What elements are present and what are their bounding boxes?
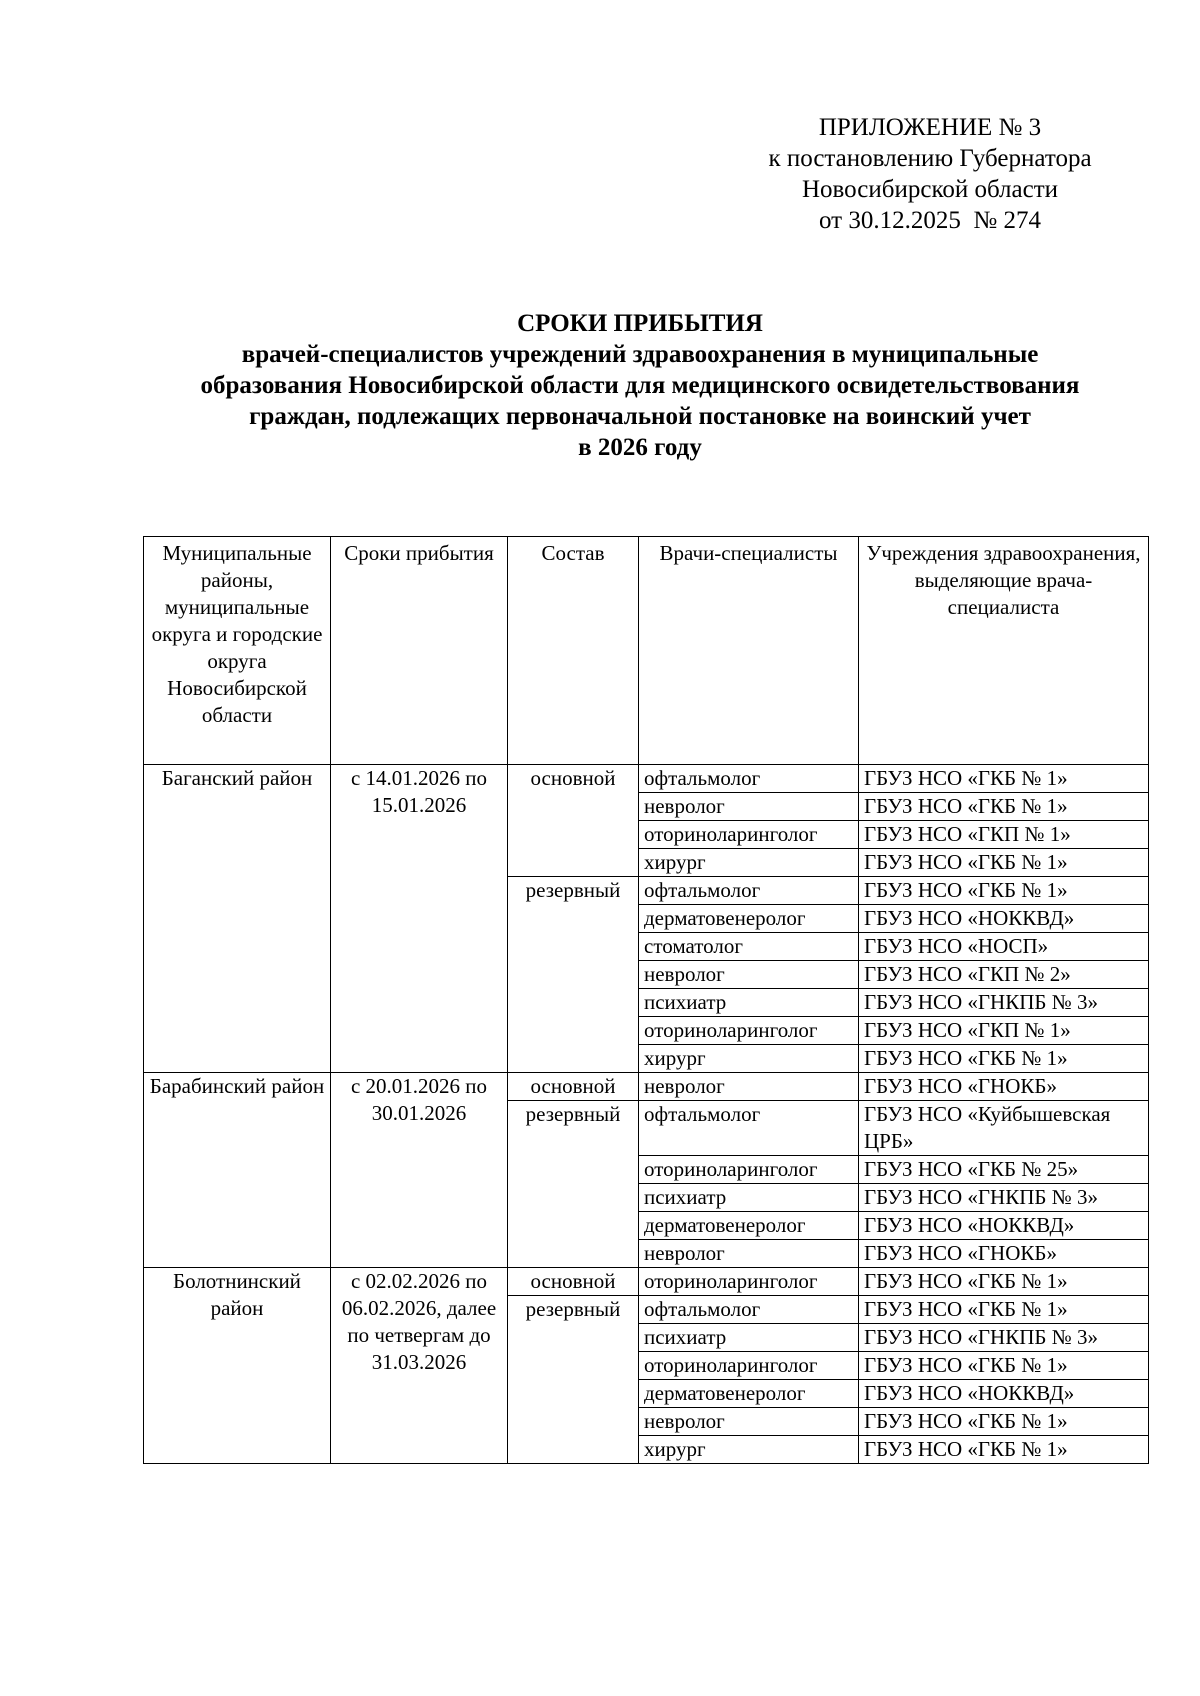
institution: ГБУЗ НСО «ГНОКБ» [859,1240,1149,1268]
table-header-row [144,537,1149,765]
institution: ГБУЗ НСО «НОСП» [859,933,1149,961]
arrival-dates: с 14.01.2026 по 15.01.2026 [331,765,508,1073]
doctor-specialty: оториноларинголог [639,1268,859,1296]
document-title [120,308,1160,463]
institution: ГБУЗ НСО «ГКП № 1» [859,821,1149,849]
institution: ГБУЗ НСО «ГНКПБ № 3» [859,1324,1149,1352]
doctor-specialty: невролог [639,1408,859,1436]
doctor-specialty: невролог [639,793,859,821]
appendix-resolution: к постановлению Губернатора [768,145,1092,172]
institution: ГБУЗ НСО «ГНКПБ № 3» [859,1184,1149,1212]
doctor-specialty: офтальмолог [639,1296,859,1324]
institution: ГБУЗ НСО «ГНОКБ» [859,1073,1149,1101]
doctor-specialty: оториноларинголог [639,1017,859,1045]
title-line-5: в 2026 году [578,434,702,461]
title-line-3: образования Новосибирской области для медицинского освидетельствования [200,372,1080,399]
title-line-2: врачей-специалистов учреждений здравоохранения в муниципальные [241,341,1039,368]
institution: ГБУЗ НСО «ГКП № 1» [859,1017,1149,1045]
header-district: Муниципальные районы, муниципальные округа и городские округа Новосибирской области [144,537,331,765]
district-name: Баганский район [144,765,331,1073]
arrival-dates: с 02.02.2026 по 06.02.2026, далее по четвергам до 31.03.2026 [331,1268,508,1464]
composition-reserve: резервный [508,1101,639,1268]
institution: ГБУЗ НСО «НОККВД» [859,1380,1149,1408]
header-doctors: Врачи-специалисты [639,537,859,765]
doctor-specialty: офтальмолог [639,1101,859,1156]
composition-main: основной [508,765,639,877]
doctor-specialty: оториноларинголог [639,821,859,849]
institution: ГБУЗ НСО «НОККВД» [859,1212,1149,1240]
composition-reserve: резервный [508,877,639,1073]
doctor-specialty: оториноларинголог [639,1352,859,1380]
institution: ГБУЗ НСО «Куйбышевская ЦРБ» [859,1101,1149,1156]
title-line-1: СРОКИ ПРИБЫТИЯ [517,310,763,337]
institution: ГБУЗ НСО «ГКБ № 1» [859,1296,1149,1324]
institution: ГБУЗ НСО «ГНКПБ № 3» [859,989,1149,1017]
institution: ГБУЗ НСО «ГКБ № 1» [859,765,1149,793]
appendix-date-number: от 30.12.2025 № 274 [819,207,1041,234]
doctor-specialty: хирург [639,849,859,877]
header-institutions: Учреждения здравоохранения, выделяющие врача-специалиста [859,537,1149,765]
district-name: Барабинский район [144,1073,331,1268]
title-line-4: граждан, подлежащих первоначальной постановке на воинский учет [249,403,1031,430]
doctor-specialty: дерматовенеролог [639,1380,859,1408]
institution: ГБУЗ НСО «ГКБ № 1» [859,1268,1149,1296]
doctor-specialty: психиатр [639,1324,859,1352]
appendix-region: Новосибирской области [801,176,1059,203]
institution: ГБУЗ НСО «ГКБ № 1» [859,849,1149,877]
appendix-block [740,112,1120,236]
doctor-specialty: дерматовенеролог [639,1212,859,1240]
appendix-number: ПРИЛОЖЕНИЕ № 3 [818,114,1042,141]
table-row [144,1268,1149,1296]
doctor-specialty: невролог [639,1240,859,1268]
doctor-specialty: хирург [639,1045,859,1073]
doctor-specialty: невролог [639,961,859,989]
institution: ГБУЗ НСО «ГКБ № 25» [859,1156,1149,1184]
doctor-specialty: психиатр [639,989,859,1017]
header-dates: Сроки прибытия [331,537,508,765]
arrival-dates: с 20.01.2026 по 30.01.2026 [331,1073,508,1268]
table-row [144,765,1149,793]
institution: ГБУЗ НСО «ГКБ № 1» [859,1045,1149,1073]
schedule-table [143,536,1149,1464]
composition-main: основной [508,1073,639,1101]
doctor-specialty: невролог [639,1073,859,1101]
doctor-specialty: офтальмолог [639,877,859,905]
doctor-specialty: психиатр [639,1184,859,1212]
doctor-specialty: стоматолог [639,933,859,961]
district-name: Болотнинский район [144,1268,331,1464]
composition-main: основной [508,1268,639,1296]
institution: ГБУЗ НСО «ГКБ № 1» [859,1408,1149,1436]
table-row [144,1073,1149,1101]
institution: ГБУЗ НСО «ГКБ № 1» [859,877,1149,905]
institution: ГБУЗ НСО «ГКП № 2» [859,961,1149,989]
doctor-specialty: оториноларинголог [639,1156,859,1184]
institution: ГБУЗ НСО «ГКБ № 1» [859,1352,1149,1380]
doctor-specialty: хирург [639,1436,859,1464]
institution: ГБУЗ НСО «НОККВД» [859,905,1149,933]
doctor-specialty: дерматовенеролог [639,905,859,933]
schedule-body [144,765,1149,1464]
composition-reserve: резервный [508,1296,639,1464]
header-composition: Состав [508,537,639,765]
institution: ГБУЗ НСО «ГКБ № 1» [859,793,1149,821]
doctor-specialty: офтальмолог [639,765,859,793]
institution: ГБУЗ НСО «ГКБ № 1» [859,1436,1149,1464]
